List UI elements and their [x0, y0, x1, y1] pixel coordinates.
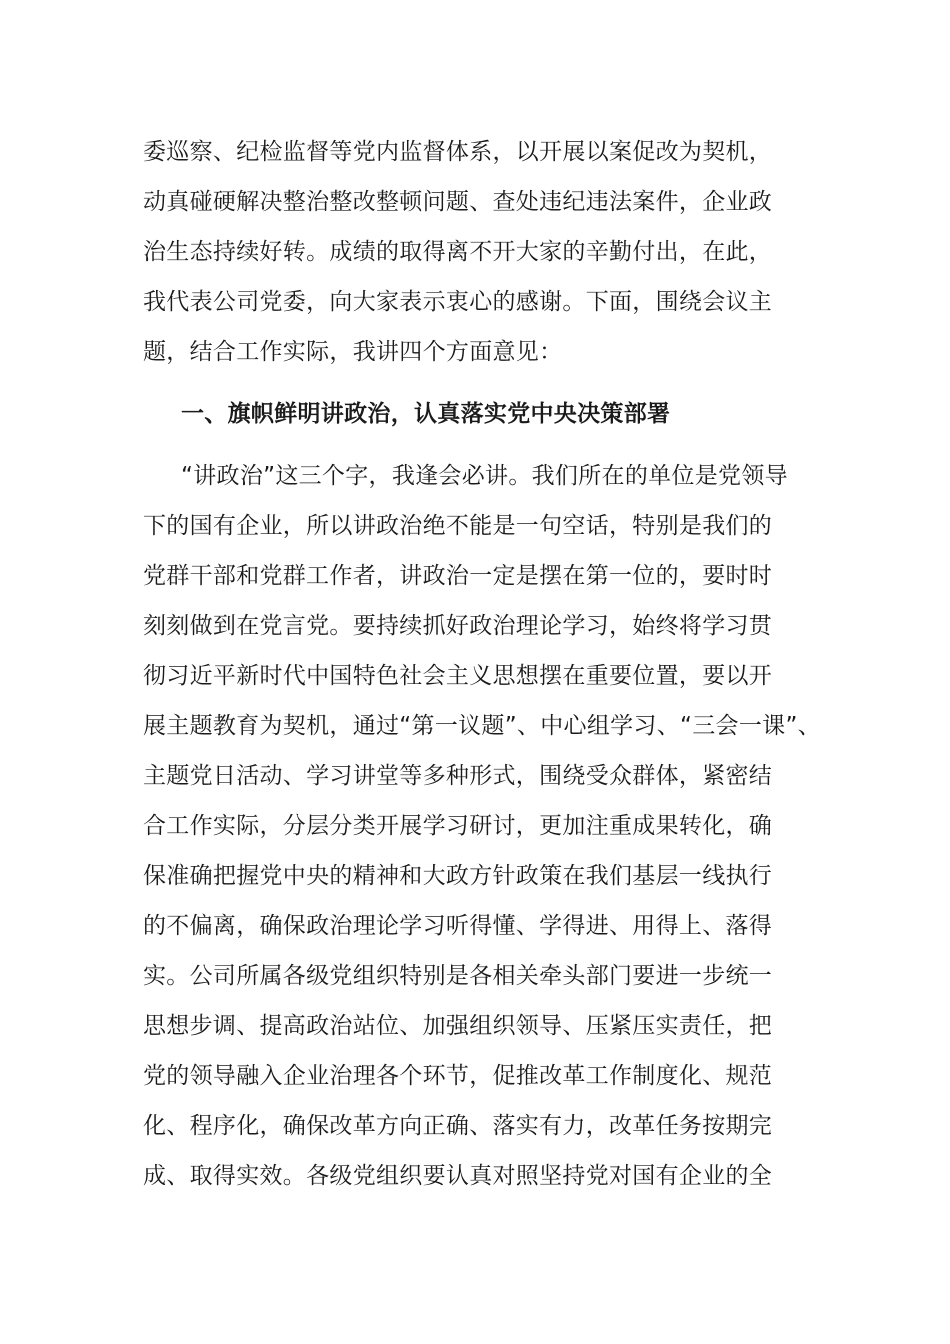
text-line: 党群干部和党群工作者，讲政治一定是摆在第一位的，要时时 — [143, 563, 773, 589]
text-line: 委巡察、纪检监督等党内监督体系，以开展以案促改为契机， — [143, 139, 773, 165]
text-line: 动真碰硬解决整治整改整顿问题、查处违纪违法案件，企业政 — [143, 189, 773, 215]
text-line: 的不偏离，确保政治理论学习听得懂、学得进、用得上、落得 — [143, 913, 773, 939]
text-line: 下的国有企业，所以讲政治绝不能是一句空话，特别是我们的 — [143, 513, 773, 539]
section-heading: 一、旗帜鲜明讲政治，认真落实党中央决策部署 — [181, 401, 671, 427]
text-line: 我代表公司党委，向大家表示衷心的感谢。下面，围绕会议主 — [143, 289, 773, 315]
text-line: 主题党日活动、学习讲堂等多种形式，围绕受众群体，紧密结 — [143, 763, 773, 789]
text-line: 展主题教育为契机，通过“第一议题”、中心组学习、“三会一课”、 — [143, 713, 821, 739]
text-line: “讲政治”这三个字，我逢会必讲。我们所在的单位是党领导 — [181, 463, 788, 489]
text-line: 题，结合工作实际，我讲四个方面意见： — [143, 339, 563, 365]
text-line: 合工作实际，分层分类开展学习研讨，更加注重成果转化，确 — [143, 813, 773, 839]
text-line: 彻习近平新时代中国特色社会主义思想摆在重要位置，要以开 — [143, 663, 773, 689]
text-line: 保准确把握党中央的精神和大政方针政策在我们基层一线执行 — [143, 863, 773, 889]
text-line: 思想步调、提高政治站位、加强组织领导、压紧压实责任，把 — [143, 1013, 773, 1039]
text-line: 实。公司所属各级党组织特别是各相关牵头部门要进一步统一 — [143, 963, 773, 989]
text-line: 成、取得实效。各级党组织要认真对照坚持党对国有企业的全 — [143, 1163, 773, 1189]
text-line: 刻刻做到在党言党。要持续抓好政治理论学习，始终将学习贯 — [143, 613, 773, 639]
document-body — [143, 127, 823, 1201]
text-line: 化、程序化，确保改革方向正确、落实有力，改革任务按期完 — [143, 1113, 773, 1139]
paragraph-1 — [143, 127, 823, 377]
paragraph-2 — [143, 451, 823, 1201]
text-line: 治生态持续好转。成绩的取得离不开大家的辛勤付出，在此， — [143, 239, 773, 265]
text-line: 党的领导融入企业治理各个环节，促推改革工作制度化、规范 — [143, 1063, 773, 1089]
